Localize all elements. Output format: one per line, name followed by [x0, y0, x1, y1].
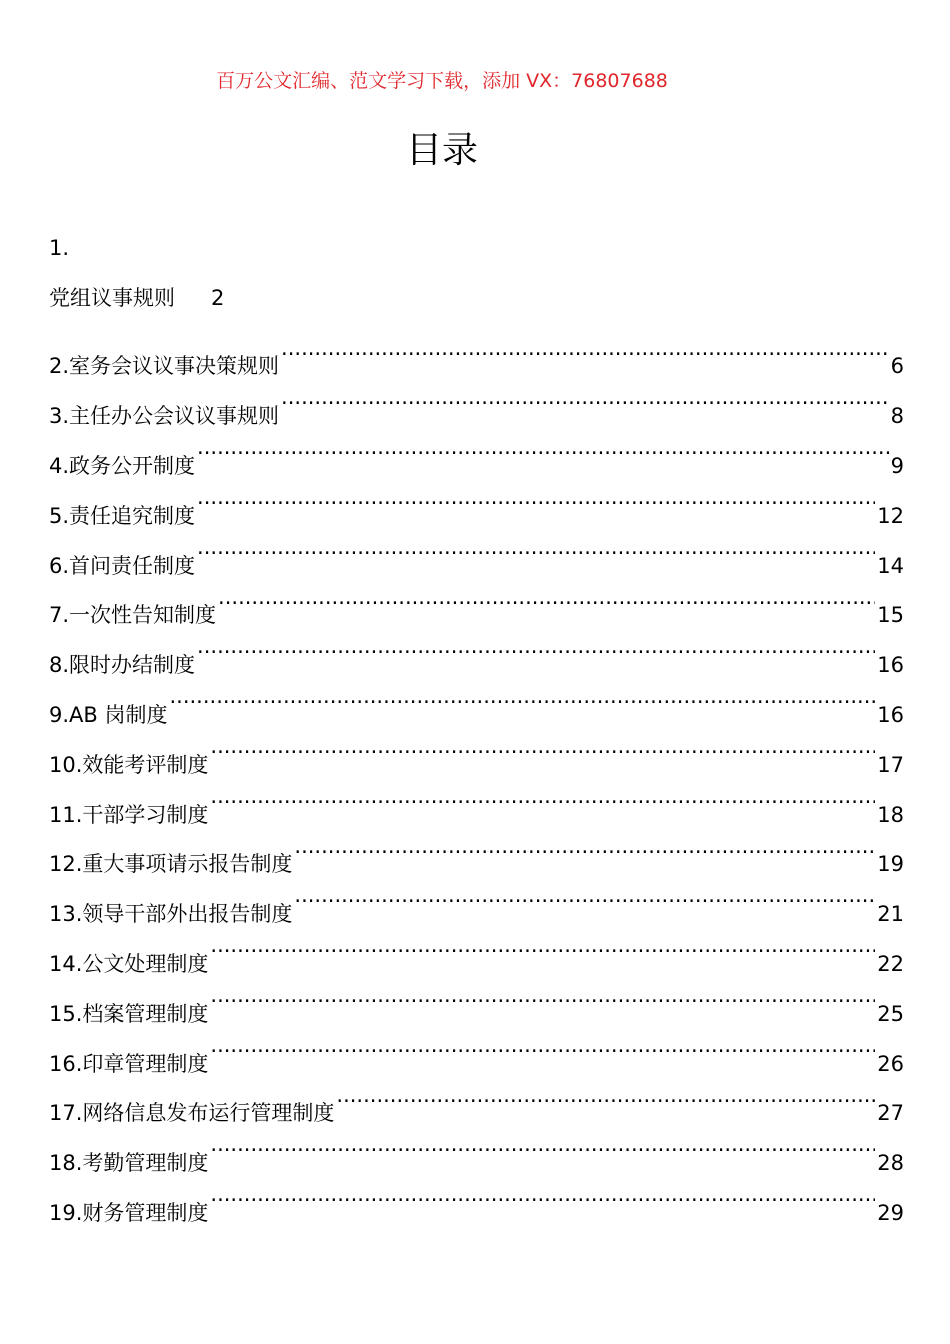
toc-item-leader-dots	[210, 1120, 875, 1170]
toc-item-label: 9.AB 岗制度	[49, 702, 168, 727]
toc-item-label: 8.限时办结制度	[49, 653, 196, 678]
toc-item-page-number: 14	[877, 542, 904, 592]
toc-item-page-number: 28	[877, 1139, 904, 1189]
toc-item-leader-dots	[294, 822, 875, 872]
toc-item-label: 6.首问责任制度	[49, 553, 196, 578]
toc-item-leader-dots	[210, 722, 875, 772]
toc-item-leader-dots	[210, 1170, 875, 1220]
toc-item-1-number: 1.	[49, 236, 70, 260]
toc-item-label: 12.重大事项请示报告制度	[49, 852, 293, 877]
toc-item-label: 15.档案管理制度	[49, 1001, 209, 1026]
toc-item-label: 2.室务会议议事决策规则	[49, 354, 280, 379]
toc-item-1-number-line	[49, 224, 904, 274]
toc-item-leader-dots	[210, 971, 875, 1021]
toc-item-page-number: 26	[877, 1040, 904, 1090]
page-title: 目录	[405, 130, 478, 171]
toc-item-leader-dots	[197, 423, 889, 473]
toc-item[interactable]	[49, 324, 904, 379]
toc-item-page-number: 15	[877, 591, 904, 641]
toc-item-1-page: 2	[211, 285, 225, 310]
toc-item-leader-dots	[281, 373, 889, 423]
toc-item-label: 4.政务公开制度	[49, 453, 196, 478]
toc-item-page-number: 17	[877, 741, 904, 791]
toc-item-page-number: 6	[891, 342, 904, 392]
toc-item-label: 16.印章管理制度	[49, 1051, 209, 1076]
toc-item-leader-dots	[197, 622, 875, 672]
toc-item[interactable]	[49, 672, 904, 727]
toc-item-page-number: 18	[877, 791, 904, 841]
toc-item-label: 3.主任办公会议议事规则	[49, 404, 280, 429]
toc-item-leader-dots	[294, 871, 875, 921]
toc-item-leader-dots	[210, 772, 875, 822]
toc-item-label: 11.干部学习制度	[49, 802, 209, 827]
watermark-text: 百万公文汇编、范文学习下载，添加 VX：76807688	[216, 70, 668, 92]
toc-item-page-number: 8	[891, 392, 904, 442]
toc-item-label: 18.考勤管理制度	[49, 1151, 209, 1176]
toc-item-page-number: 9	[891, 442, 904, 492]
toc-item-leader-dots	[210, 921, 875, 971]
toc-item-page-number: 21	[877, 890, 904, 940]
toc-item-page-number: 12	[877, 492, 904, 542]
toc-item-leader-dots	[281, 324, 889, 374]
toc-item-leader-dots	[197, 523, 875, 573]
toc-item-label: 5.责任追究制度	[49, 503, 196, 528]
toc-item-leader-dots	[336, 1071, 875, 1121]
toc-item-leader-dots	[218, 573, 875, 623]
toc-item-label: 10.效能考评制度	[49, 752, 209, 777]
toc-item-leader-dots	[169, 672, 875, 722]
toc-item-page-number: 29	[877, 1189, 904, 1239]
toc-item-page-number: 16	[877, 691, 904, 741]
toc-item-page-number: 25	[877, 990, 904, 1040]
toc-item-page-number: 27	[877, 1089, 904, 1139]
toc-item-leader-dots	[210, 1021, 875, 1071]
toc-item[interactable]	[49, 722, 904, 777]
toc-entries	[49, 324, 904, 1225]
toc-item-page-number: 22	[877, 940, 904, 990]
toc-item-1[interactable]	[49, 274, 904, 324]
table-of-contents	[49, 224, 904, 1225]
toc-item-page-number: 16	[877, 641, 904, 691]
toc-item-label: 7.一次性告知制度	[49, 603, 217, 628]
toc-item-leader-dots	[197, 473, 875, 523]
toc-item-label: 17.网络信息发布运行管理制度	[49, 1101, 335, 1126]
toc-item-label: 19.财务管理制度	[49, 1200, 209, 1225]
toc-item-1-label: 党组议事规则	[49, 285, 175, 310]
toc-item-page-number: 19	[877, 840, 904, 890]
toc-item-label: 13.领导干部外出报告制度	[49, 902, 293, 927]
toc-item-label: 14.公文处理制度	[49, 951, 209, 976]
